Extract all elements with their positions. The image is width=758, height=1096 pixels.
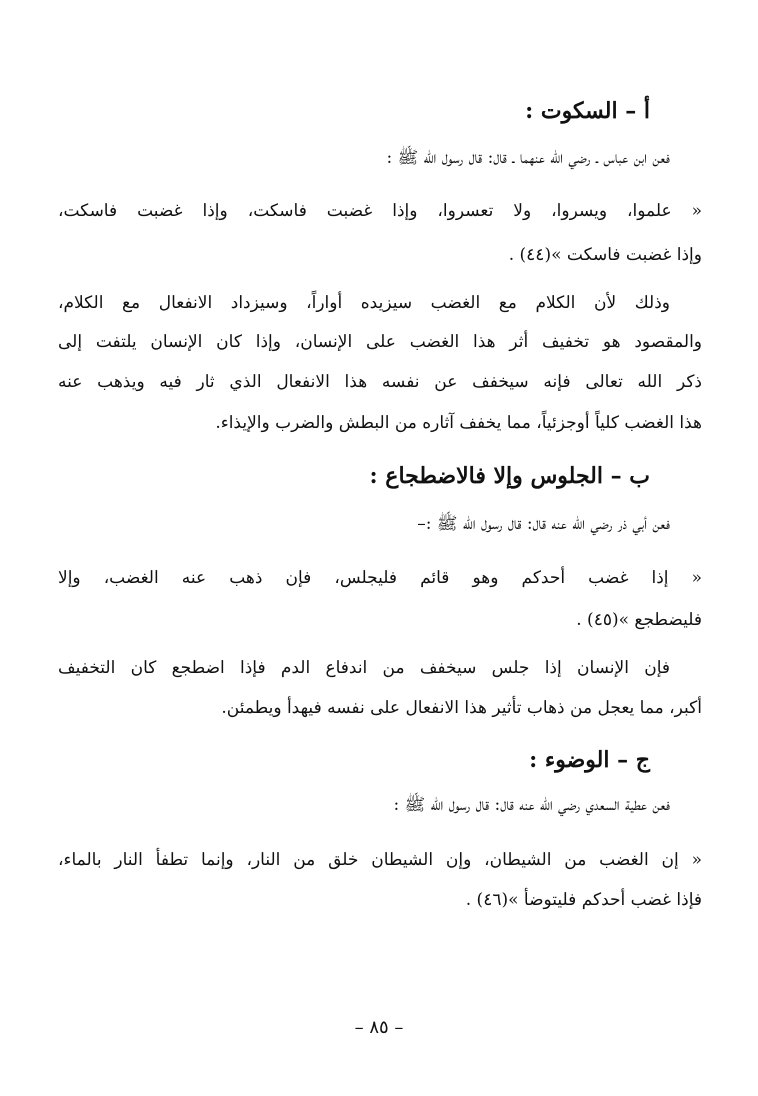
hadith-intro-line: فعن ابن عباس ـ رضي الله عنهما ـ قال: قال رسول الله ﷺ : <box>386 148 670 168</box>
section-heading-sitting: ب – الجلوس وإلا فالاضطجاع : <box>369 463 650 489</box>
paragraph-line: فإن الإنسان إذا جلس سيخفف من اندفاع الدم فإذا اضطجع كان التخفيف <box>58 658 670 678</box>
hadith-text-line: فإذا غضب أحدكم فليتوضأ »(٤٦) . <box>465 890 702 910</box>
hadith-text-line: « إن الغضب من الشيطان، وإن الشيطان خلق من النار، وإنما تطفأ النار بالماء، <box>58 850 702 870</box>
hadith-text-line: « إذا غضب أحدكم وهو قائم فليجلس، فإن ذهب عنه الغضب، وإلا <box>58 568 702 588</box>
paragraph-line: ذكر الله تعالى فإنه سيخفف عن نفسه هذا الانفعال الذي ثار فيه ويذهب عنه <box>58 372 702 392</box>
paragraph-line: والمقصود هو تخفيف أثر هذا الغضب على الإنسان، وإذا كان الإنسان يلتفت إلى <box>58 332 702 352</box>
hadith-text-line: فليضطجع »(٤٥) . <box>576 610 702 630</box>
section-heading-ablution: ج – الوضوء : <box>529 747 650 773</box>
section-heading-silence: أ – السكوت : <box>525 98 650 124</box>
page-number: – ٨٥ – <box>354 1017 404 1038</box>
paragraph-line: هذا الغضب كلياً أوجزئياً، مما يخفف آثاره من البطش والضرب والإيذاء. <box>215 413 702 433</box>
paragraph-line: وذلك لأن الكلام مع الغضب سيزيده أواراً، وسيزداد الانفعال مع الكلام، <box>58 293 670 313</box>
hadith-text-line: « علموا، ويسروا، ولا تعسروا، وإذا غضبت فاسكت، وإذا غضبت فاسكت، <box>58 201 702 221</box>
hadith-intro-line: فعن عطية السعدي رضي الله عنه قال: قال رسول الله ﷺ : <box>393 795 670 815</box>
hadith-intro-line: فعن أبي ذر رضي الله عنه قال: قال رسول الله ﷺ :– <box>417 514 670 534</box>
hadith-text-line: وإذا غضبت فاسكت »(٤٤) . <box>508 245 702 265</box>
paragraph-line: أكبر، مما يعجل من ذهاب تأثير هذا الانفعال على نفسه فيهدأ ويطمئن. <box>221 698 702 718</box>
